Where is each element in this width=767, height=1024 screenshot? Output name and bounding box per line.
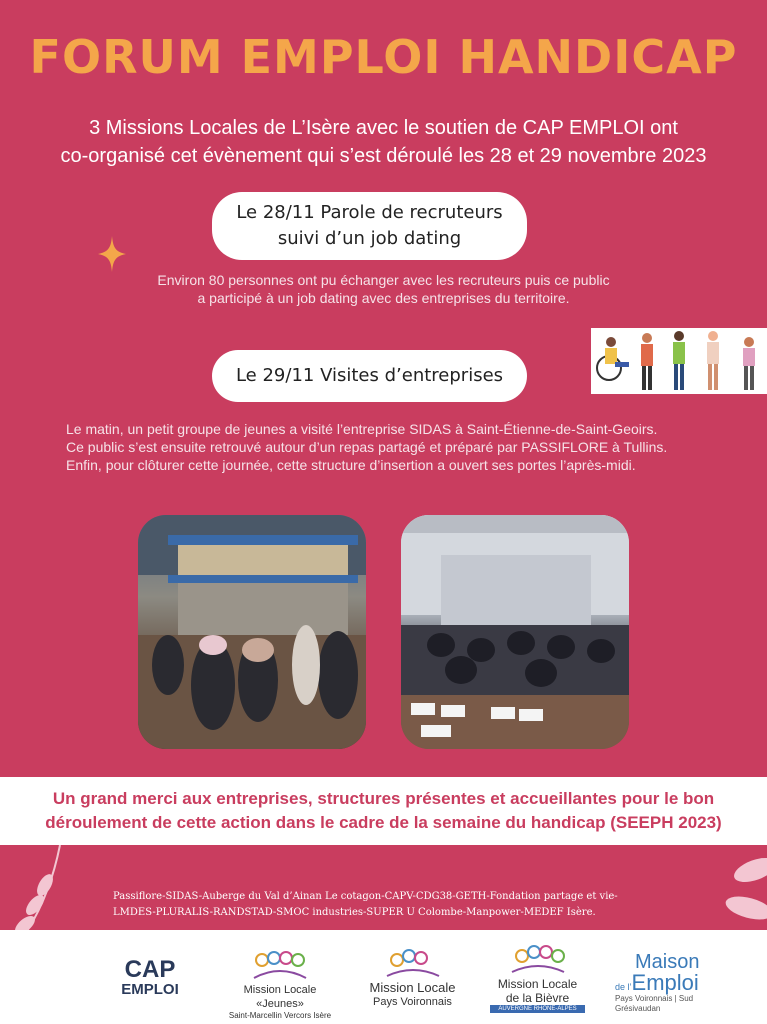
ml-jeunes-line-2: Saint-Marcellin Vercors Isère xyxy=(228,1011,332,1020)
day2-description xyxy=(66,420,667,474)
maison-line-4: Pays Voironnais | Sud Grésivaudan xyxy=(615,994,694,1013)
day2-desc-line-3: Enfin, pour clôturer cette journée, cette structure d’insertion a ouvert ses portes l’après-midi. xyxy=(66,457,636,473)
people-group-icon xyxy=(250,950,310,980)
day1-title-badge xyxy=(212,192,527,260)
intro-line-2: co-organisé cet évènement qui s’est déroulé les 28 et 29 novembre 2023 xyxy=(60,145,707,167)
conference-room-photo xyxy=(401,515,629,749)
mission-locale-bievre-logo xyxy=(490,944,585,1013)
intro-text xyxy=(0,114,767,170)
maison-line-1: Maison xyxy=(635,951,700,973)
logo-strip xyxy=(0,930,767,1024)
maison-line-group xyxy=(615,972,735,994)
day1-desc-line-2: a participé à un job dating avec des entreprises du territoire. xyxy=(197,290,570,306)
cap-emploi-logo-top: CAP xyxy=(124,956,176,983)
page-title: FORUM EMPLOI HANDICAP xyxy=(29,30,738,84)
ml-bievre-line-1: Mission Locale xyxy=(497,977,578,991)
thanks-line-2: déroulement de cette action dans le cadre de la semaine du handicap (SEEPH 2023) xyxy=(45,813,722,832)
people-group-icon xyxy=(508,944,568,974)
day2-desc-line-1: Le matin, un petit groupe de jeunes a visité l’entreprise SIDAS à Saint-Étienne-de-Saint-Geoirs. xyxy=(66,421,658,437)
cap-emploi-logo-bottom: EMPLOI xyxy=(121,981,179,998)
maison-line-2: de l’ xyxy=(615,982,632,992)
ml-jeunes-line-1: Mission Locale «Jeunes» xyxy=(243,984,317,1010)
partners-line-2: LMDES-PLURALIS-RANDSTAD-SMOC industries-SUPER U Colombe-Manpower-MEDEF Isère. xyxy=(113,907,596,918)
warehouse-visit-photo xyxy=(138,515,366,749)
day1-title-line-2: suivi d’un job dating xyxy=(277,228,462,249)
ml-bievre-line-3: AUVERGNE RHÔNE-ALPES xyxy=(490,1005,585,1013)
thanks-line-1: Un grand merci aux entreprises, structures présentes et accueillantes pour le bon xyxy=(52,789,715,808)
ml-voironnais-line-1: Mission Locale xyxy=(369,980,456,995)
people-illustration xyxy=(591,328,767,394)
day1-desc-line-1: Environ 80 personnes ont pu échanger avec les recruteurs puis ce public xyxy=(157,272,610,288)
ml-bievre-line-2: de la Bièvre xyxy=(505,991,570,1005)
intro-line-1: 3 Missions Locales de L’Isère avec le soutien de CAP EMPLOI ont xyxy=(89,117,678,139)
maison-emploi-logo xyxy=(615,952,735,1014)
partners-list xyxy=(113,889,618,921)
cap-emploi-logo xyxy=(110,958,190,998)
day2-desc-line-2: Ce public s’est ensuite retrouvé autour d’un repas partagé et préparé par PASSIFLORE à Tullins. xyxy=(66,439,668,455)
people-group-icon xyxy=(383,948,443,978)
sparkle-icon xyxy=(98,236,126,272)
ml-voironnais-line-2: Pays Voironnais xyxy=(373,996,452,1008)
partners-line-1: Passiflore-SIDAS-Auberge du Val d’Ainan Le cotagon-CAPV-CDG38-GETH-Fondation partage et vie- xyxy=(113,891,618,902)
day1-description xyxy=(0,271,767,307)
conference-room-photo-graphic xyxy=(401,515,629,749)
people-illustration-graphic xyxy=(591,328,767,394)
day2-title-badge: Le 29/11 Visites d’entreprises xyxy=(212,350,527,402)
mission-locale-voironnais-logo xyxy=(365,948,460,1009)
day1-title-line-1: Le 28/11 Parole de recruteurs xyxy=(236,202,503,223)
warehouse-visit-photo-graphic xyxy=(138,515,366,749)
maison-line-3: Emploi xyxy=(631,970,699,995)
mission-locale-jeunes-logo xyxy=(225,950,335,1021)
thanks-banner xyxy=(0,777,767,845)
petal-decoration-right xyxy=(715,850,767,940)
